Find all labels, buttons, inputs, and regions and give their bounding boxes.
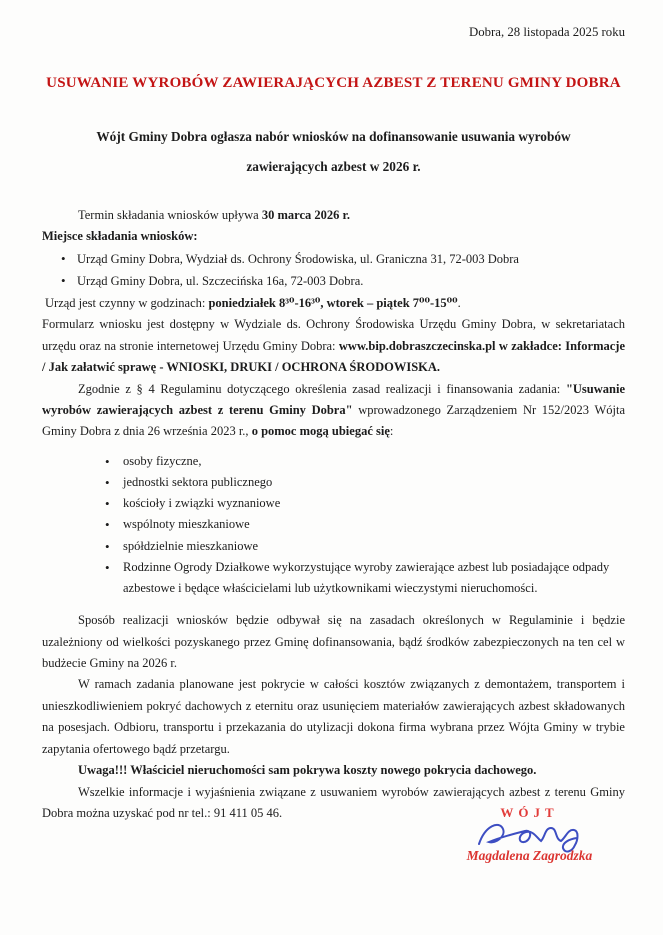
document-body — [42, 205, 625, 824]
regulation-text-2: wprowadzonego Zarządzeniem Nr 152/2023 Wójta Gminy Dobra z dnia 26 września 2023 r., — [42, 403, 626, 439]
regulation-paragraph — [42, 379, 625, 443]
beneficiary-item: • kościoły i związki wyznaniowe — [42, 493, 625, 514]
deadline-text: Termin składania wniosków upływa — [78, 208, 262, 222]
deadline-paragraph — [42, 205, 625, 226]
beneficiary-item: • wspólnoty mieszkaniowe — [42, 514, 625, 535]
submission-locations-heading: Miejsce składania wniosków: — [42, 229, 198, 244]
form-availability-text: Formularz wniosku jest dostępny w Wydziale ds. Ochrony Środowiska Urzędu Gminy Dobra, w sekretariatach urzędu oraz na stronie internetowej Urzędu Gminy Dobra: — [42, 317, 625, 353]
beneficiary-list — [42, 451, 625, 599]
office-hours-schedule: poniedziałek 8³⁰-16³⁰, wtorek – piątek 7⁰⁰-15⁰⁰ — [208, 296, 458, 310]
document-subtitle: Wójt Gminy Dobra ogłasza nabór wniosków na dofinansowanie usuwania wyrobów zawierających azbest w 2026 r. — [96, 129, 571, 174]
office-hours-suffix: . — [457, 296, 461, 310]
date-line: Dobra, 28 listopada 2025 roku — [468, 25, 625, 39]
beneficiary-item: • Rodzinne Ogrody Działkowe wykorzystujące wyroby zawierające azbest lub posiadające odpady azbestowe i będące właścicielami lub użytkownikami wieczystymi nieruchomości. — [42, 557, 625, 599]
beneficiary-item: • jednostki sektora publicznego — [42, 472, 625, 493]
regulation-eligibility-lead: o pomoc mogą ubiegać się — [251, 424, 390, 439]
document-title: USUWANIE WYROBÓW ZAWIERAJĄCYCH AZBEST Z TERENU GMINY DOBRA — [46, 75, 621, 91]
regulation-program-name: "Usuwanie wyrobów zawierających azbest z terenu Gminy Dobra" — [42, 381, 625, 418]
signature-block — [422, 806, 637, 864]
scope-paragraph: W ramach zadania planowane jest pokrycie w całości kosztów związanych z demontażem, transportem i unieszkodliwieniem pokryć dachowych z eternitu oraz usunięciem materiałów zawierających azbest składowanych na posesjach. Odbioru, transportu i przekazania do utylizacji dokona firma wybrana przez Wójta Gminy w trybie zapytania ofertowego bądź przetargu. — [42, 677, 625, 756]
regulation-colon: : — [389, 424, 394, 439]
deadline-date: 30 marca 2026 r. — [261, 208, 351, 222]
regulation-text-1: Zgodnie z § 4 Regulaminu dotyczącego określenia zasad realizacji i finansowania zadania: — [78, 381, 566, 396]
implementation-paragraph: Sposób realizacji wniosków będzie odbywał się na zasadach określonych w Regulaminie i będzie uzależniony od wielkości pozyskanego przez Gminę dofinansowania, bądź środków zabezpieczonych na ten cel w budżecie Gminy na 2026 r. — [42, 613, 625, 671]
location-list-item: • Urząd Gminy Dobra, ul. Szczecińska 16a, 72-003 Dobra. — [42, 270, 625, 293]
notice-paragraph: Uwaga!!! Właściciel nieruchomości sam pokrywa koszty nowego pokrycia dachowego. — [78, 763, 537, 778]
office-hours-paragraph — [42, 293, 625, 314]
contact-paragraph: Wszelkie informacje i wyjaśnienia związane z usuwaniem wyrobów zawierających azbest z terenu Gminy Dobra można uzyskać pod nr tel.: 91 411 05 46. — [42, 784, 625, 820]
mayor-name: Magdalena Zagrodzka — [466, 848, 593, 863]
location-list-item: • Urząd Gminy Dobra, Wydział ds. Ochrony Środowiska, ul. Graniczna 31, 72-003 Dobra — [42, 248, 625, 271]
beneficiary-item: • spółdzielnie mieszkaniowe — [42, 536, 625, 557]
form-availability-paragraph — [42, 314, 625, 378]
office-hours-text: Urząd jest czynny w godzinach: — [45, 296, 209, 310]
submission-locations-list — [42, 248, 625, 293]
form-availability-website: www.bip.dobraszczecinska.pl w zakładce: Informacje / Jak załatwić sprawę - WNIOSKI, DRUKI / OCHRONA ŚRODOWISKA. — [42, 338, 625, 375]
mayor-role-stamp: WÓJT — [500, 805, 559, 820]
beneficiary-item: • osoby fizyczne, — [42, 451, 625, 472]
